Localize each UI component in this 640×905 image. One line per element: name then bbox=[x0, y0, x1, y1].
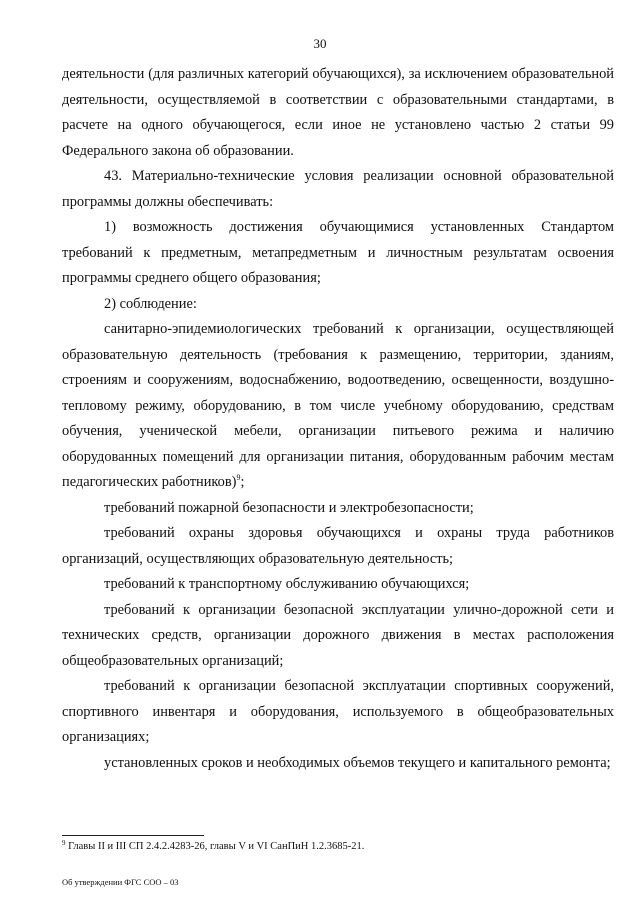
footnote-text: Главы II и III СП 2.4.2.4283-26, главы V и VI СанПиН 1.2.3685-21. bbox=[65, 841, 365, 852]
paragraph: 43. Материально-технические условия реализации основной образовательной программы должны обеспечивать: bbox=[62, 168, 614, 210]
paragraph-text: санитарно-эпидемиологических требований к организации, осуществляющей образовательную деятельность (требования к размещению, территории, зданиям, строениям и сооружениям, водоснабжению, водоотведению, освещенности, воздушно-тепловому режиму, оборудованию, в том числе учебному оборудованию, средствам обучения, ученической мебели, организации питьевого режима и наличию оборудованных помещений для организации питания, оборудованным рабочим местам педагогических работников) bbox=[62, 321, 614, 490]
paragraph-with-footnote bbox=[62, 317, 614, 496]
footnote-reference: 9 bbox=[236, 473, 241, 482]
paragraph: требований пожарной безопасности и электробезопасности; bbox=[104, 499, 474, 516]
paragraph: требований охраны здоровья обучающихся и охраны труда работников организаций, осуществляющих образовательную деятельность; bbox=[62, 525, 614, 567]
footnote bbox=[62, 840, 614, 853]
paragraph-tail: ; bbox=[240, 474, 245, 490]
paragraph: 2) соблюдение: bbox=[104, 295, 197, 312]
page-number: 30 bbox=[313, 36, 327, 51]
footnote-divider bbox=[62, 835, 204, 836]
paragraph: требований к транспортному обслуживанию обучающихся; bbox=[104, 576, 470, 592]
paragraph: установленных сроков и необходимых объемов текущего и капитального ремонта; bbox=[104, 754, 611, 771]
paragraph: деятельности (для различных категорий обучающихся), за исключением образовательной деятельности, осуществляемой в соответствии с образовательными стандартами, в расчете на одного обучающегося, если иное не установлено частью 2 статьи 99 Федерального закона об образовании. bbox=[62, 66, 614, 159]
document-footer: Об утверждении ФГС СОО – 03 bbox=[62, 877, 179, 887]
body-text bbox=[62, 62, 614, 776]
paragraph: требований к организации безопасной эксплуатации улично-дорожной сети и технических средств, организации дорожного движения в местах расположения общеобразовательных организаций; bbox=[62, 601, 614, 669]
paragraph: требований к организации безопасной эксплуатации спортивных сооружений, спортивного инвентаря и оборудования, используемого в общеобразовательных организациях; bbox=[62, 678, 614, 745]
paragraph: 1) возможность достижения обучающимися установленных Стандартом требований к предметным, метапредметным и личностным результатам освоения программы среднего общего образования; bbox=[62, 219, 614, 286]
footnote-marker: 9 bbox=[62, 839, 66, 847]
